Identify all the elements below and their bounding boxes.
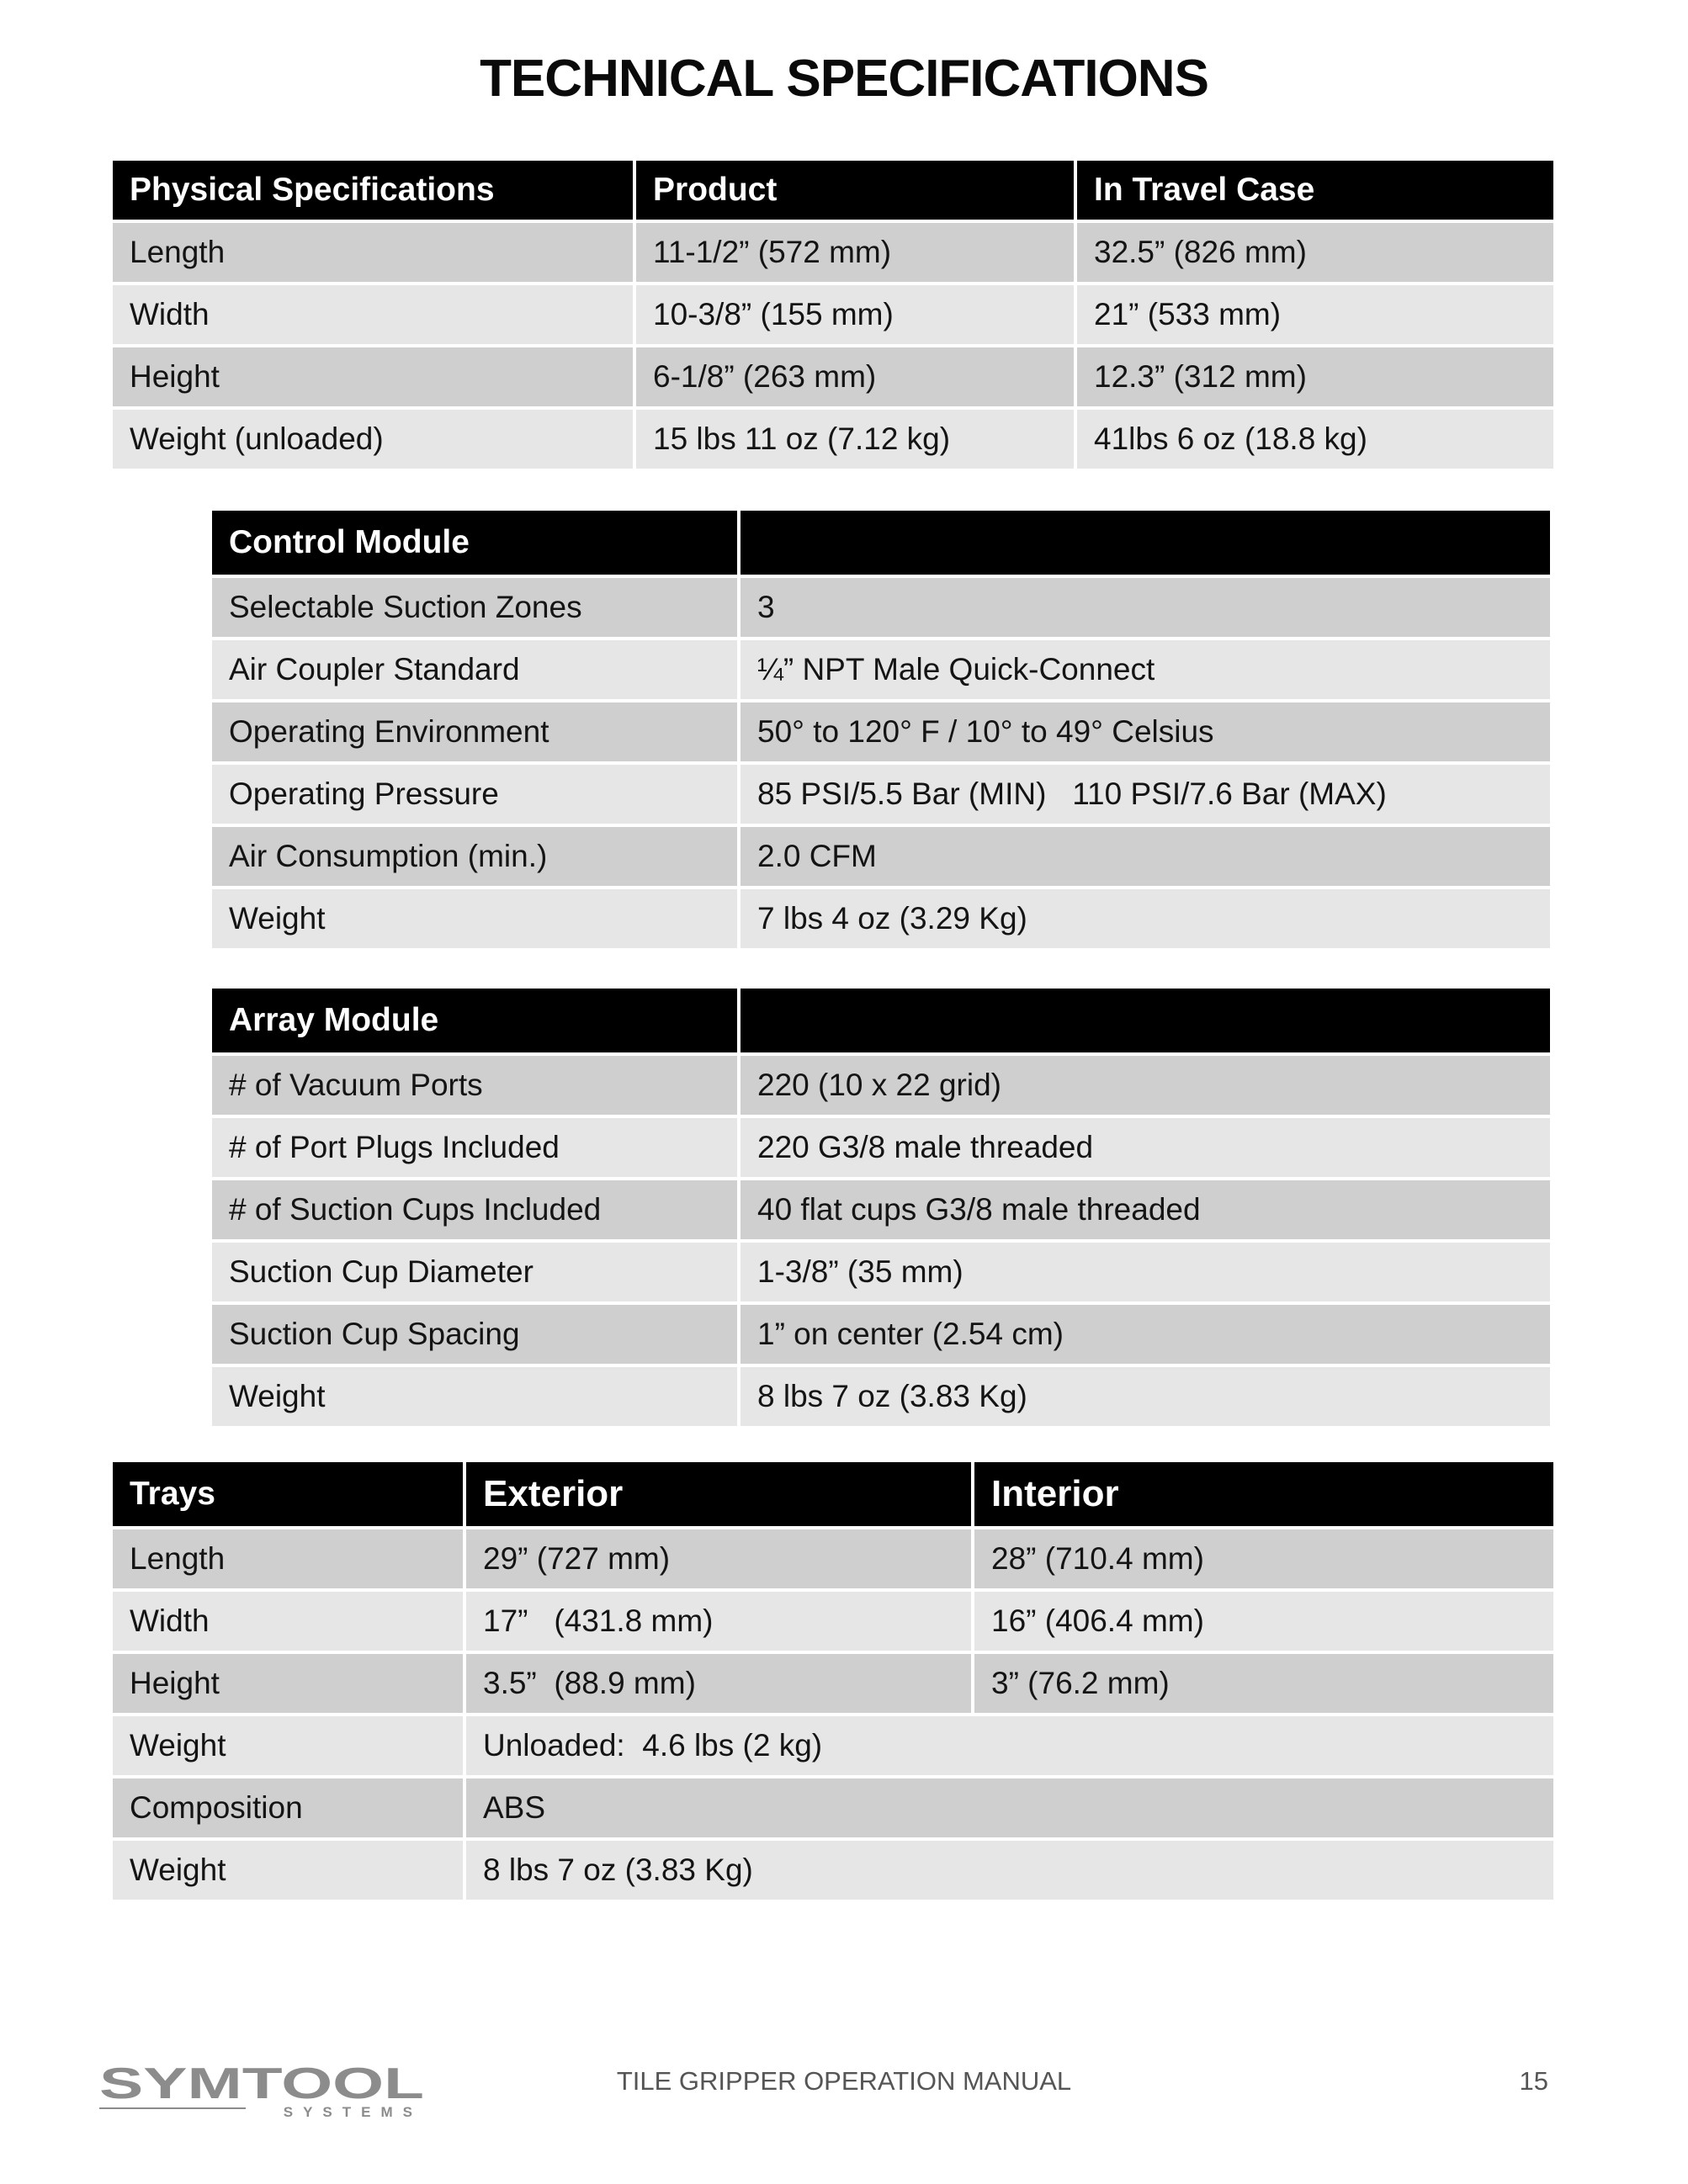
table-cell: 3” (76.2 mm) [974,1654,1553,1713]
table-cell: Suction Cup Diameter [212,1243,737,1301]
table-cell: 11-1/2” (572 mm) [636,223,1074,282]
table-header-row [113,161,1553,220]
table-cell: 8 lbs 7 oz (3.83 Kg) [466,1841,1553,1900]
table-cell: 10-3/8” (155 mm) [636,285,1074,344]
table-cell: 28” (710.4 mm) [974,1529,1553,1588]
table-row [212,1367,1550,1426]
trays-table [109,1459,1557,1903]
table-row [212,1305,1550,1364]
table-cell: Weight [212,1367,737,1426]
table-row [212,1180,1550,1239]
table-cell: 40 flat cups G3/8 male threaded [740,1180,1550,1239]
table-cell: Composition [113,1778,463,1837]
table-cell: # of Vacuum Ports [212,1056,737,1115]
table-row [113,285,1553,344]
table-header-cell: Interior [974,1462,1553,1526]
table-header-cell: Control Module [212,511,737,575]
table-cell: 21” (533 mm) [1077,285,1553,344]
logo-sub-text: SYSTEMS [283,2104,422,2118]
table-cell: Selectable Suction Zones [212,578,737,637]
table-row [113,410,1553,469]
table-cell: 220 G3/8 male threaded [740,1118,1550,1177]
table-header-cell: In Travel Case [1077,161,1553,220]
physical-specifications-table [109,157,1557,472]
table-row [113,347,1553,406]
table-cell: Air Coupler Standard [212,640,737,699]
table-cell: 17” (431.8 mm) [466,1592,971,1651]
table-cell: Height [113,347,633,406]
table-cell: 15 lbs 11 oz (7.12 kg) [636,410,1074,469]
control-module-table [209,507,1553,952]
table-cell: 16” (406.4 mm) [974,1592,1553,1651]
table-cell: Height [113,1654,463,1713]
table-cell: Weight [113,1716,463,1775]
table-row [212,702,1550,761]
table-cell: Operating Pressure [212,765,737,824]
table-row [212,765,1550,824]
symtool-logo [98,2063,426,2118]
table-header-cell [740,511,1550,575]
table-row [212,1118,1550,1177]
table-cell: Width [113,285,633,344]
table-row [212,889,1550,948]
array-module-table [209,985,1553,1429]
table-cell: 1-3/8” (35 mm) [740,1243,1550,1301]
table-cell: Length [113,223,633,282]
table-cell: Weight [212,889,737,948]
table-cell: 1” on center (2.54 cm) [740,1305,1550,1364]
table-cell: 85 PSI/5.5 Bar (MIN) 110 PSI/7.6 Bar (MAX) [740,765,1550,824]
table-cell: Suction Cup Spacing [212,1305,737,1364]
table-row [113,1654,1553,1713]
table-row [113,1592,1553,1651]
table-header-cell: Exterior [466,1462,971,1526]
table-row [212,578,1550,637]
table-row [212,640,1550,699]
table-row [113,1841,1553,1900]
table-row [113,223,1553,282]
table-cell: Length [113,1529,463,1588]
table-cell: Width [113,1592,463,1651]
table-cell: # of Port Plugs Included [212,1118,737,1177]
table-cell: Operating Environment [212,702,737,761]
table-cell: ¼” NPT Male Quick-Connect [740,640,1550,699]
table-cell: 3 [740,578,1550,637]
table-cell: 8 lbs 7 oz (3.83 Kg) [740,1367,1550,1426]
table-cell: 7 lbs 4 oz (3.29 Kg) [740,889,1550,948]
table-header-cell [740,989,1550,1052]
table-cell: Unloaded: 4.6 lbs (2 kg) [466,1716,1553,1775]
table-header-cell: Product [636,161,1074,220]
table-cell: ABS [466,1778,1553,1837]
manual-title: TILE GRIPPER OPERATION MANUAL [616,2066,1072,2096]
table-cell: 29” (727 mm) [466,1529,971,1588]
table-cell: Air Consumption (min.) [212,827,737,886]
table-cell: 50° to 120° F / 10° to 49° Celsius [740,702,1550,761]
table-header-cell: Physical Specifications [113,161,633,220]
table-header-cell: Array Module [212,989,737,1052]
table-header-row [113,1462,1553,1526]
page-title: TECHNICAL SPECIFICATIONS [480,50,1208,108]
logo-main-text: SYMTOOL [99,2063,424,2108]
table-header-row [212,511,1550,575]
table-row [212,1056,1550,1115]
table-cell: 3.5” (88.9 mm) [466,1654,971,1713]
table-row [113,1716,1553,1775]
table-row [212,827,1550,886]
table-cell: Weight [113,1841,463,1900]
table-row [212,1243,1550,1301]
page-number: 15 [1519,2066,1548,2096]
table-cell: 220 (10 x 22 grid) [740,1056,1550,1115]
table-header-row [212,989,1550,1052]
table-cell: 12.3” (312 mm) [1077,347,1553,406]
table-cell: 6-1/8” (263 mm) [636,347,1074,406]
table-cell: 32.5” (826 mm) [1077,223,1553,282]
table-cell: # of Suction Cups Included [212,1180,737,1239]
table-header-cell: Trays [113,1462,463,1526]
table-cell: 2.0 CFM [740,827,1550,886]
table-cell: 41lbs 6 oz (18.8 kg) [1077,410,1553,469]
table-row [113,1778,1553,1837]
table-row [113,1529,1553,1588]
table-cell: Weight (unloaded) [113,410,633,469]
